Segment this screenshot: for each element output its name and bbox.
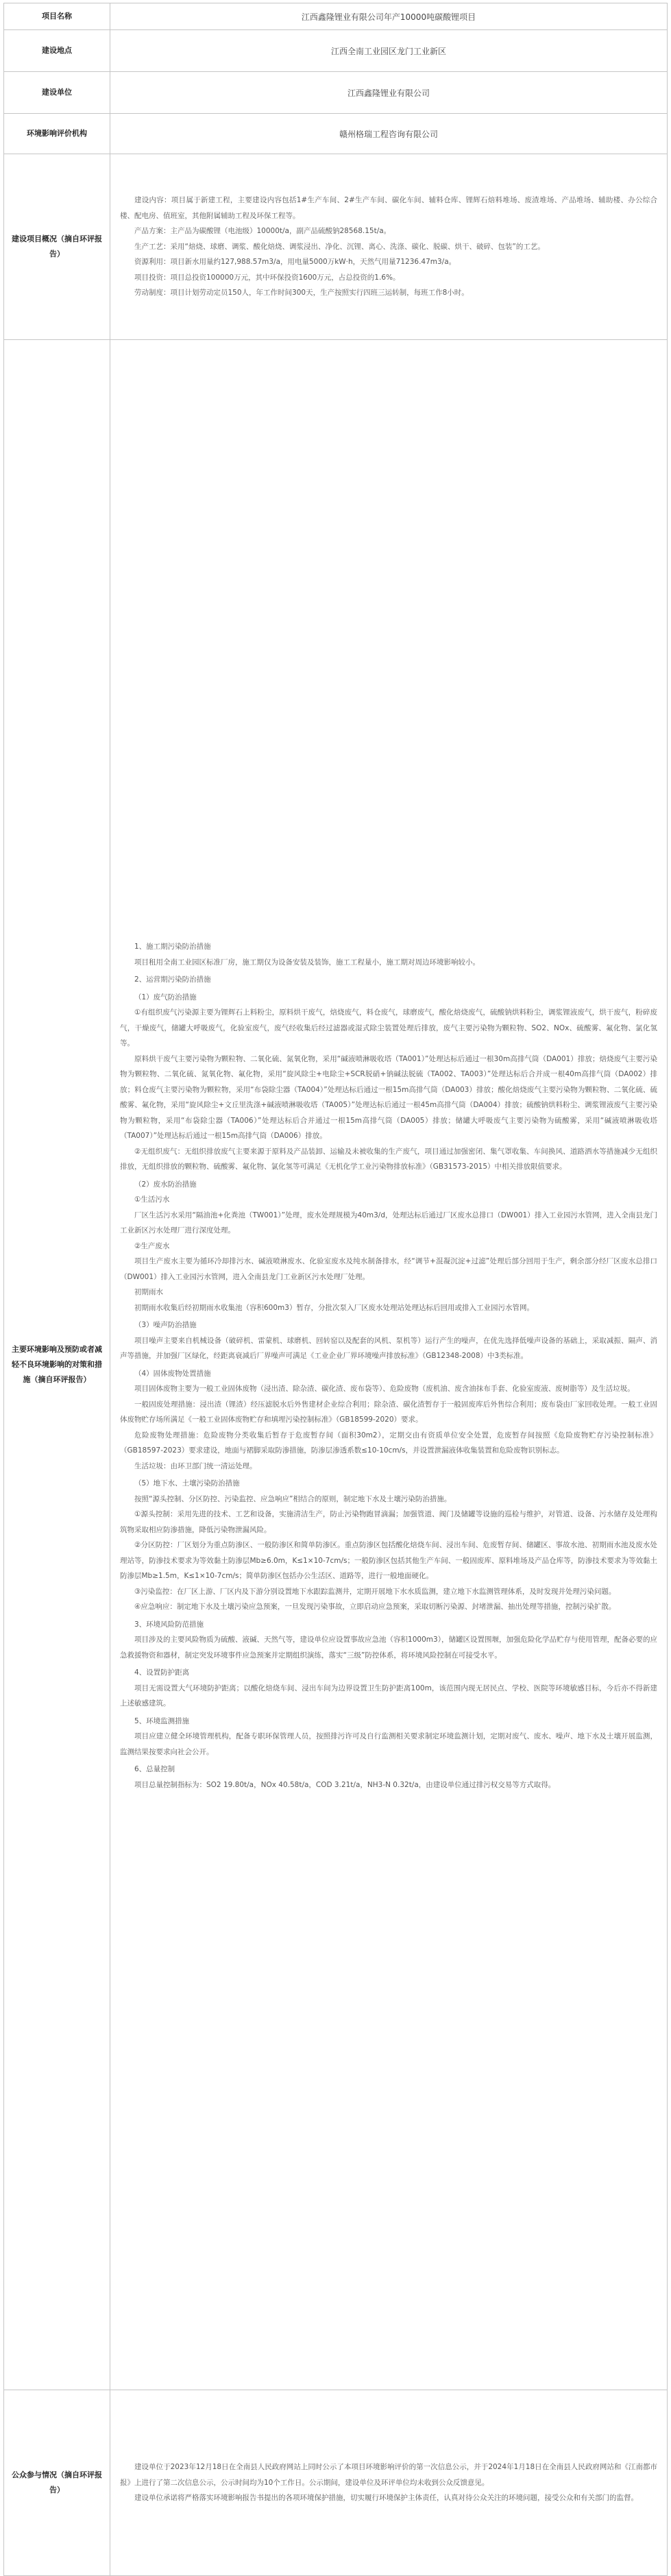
paragraph: 产品方案：主产品为碳酸锂（电池级）10000t/a，副产品硫酸钠28568.15t/a。: [134, 227, 391, 236]
paragraph: 劳动制度：项目计划劳动定员150人，年工作时间300天，生产按照实行四班三运转制，每班工作8小时。: [134, 289, 469, 297]
label-public: 公众参与情况（摘自环评报告）: [4, 2390, 110, 2576]
overview-content: [110, 154, 668, 340]
paragraph: （3）噪声防治措施: [134, 1321, 197, 1329]
paragraph: 项目无需设置大气环境防护距离；以酸化焙烧车间、浸出车间为边界设置卫生防护距离100m，该范围内现无居民点、学校、医院等环境敏感目标，今后亦不得新建上述敏感建筑。: [120, 1684, 657, 1708]
value-location: 江西全南工业园区龙门工业新区: [110, 30, 668, 72]
label-eia-org: 环境影响评价机构: [4, 114, 110, 154]
paragraph: （1）废气防治措施: [134, 993, 197, 1001]
paragraph: 建设内容：项目属于新建工程，主要建设内容包括1#生产车间、2#生产车间、碳化车间、辅料仓库、锂辉石焙料堆场、废渣堆场、产品堆场、辅助楼、办公综合楼、配电房、值班室，其他附属辅助工程及环保工程等。: [120, 196, 657, 220]
paragraph: 5、环境监测措施: [134, 1716, 190, 1725]
paragraph: 项目总量控制指标为：SO2 19.80t/a，NOx 40.58t/a，COD 3.21t/a，NH3-N 0.32t/a，由建设单位通过排污权交易等方式取得。: [134, 1780, 556, 1789]
public-content: [110, 2390, 668, 2576]
row-unit: [4, 72, 668, 114]
paragraph: ①生活污水: [134, 1195, 170, 1204]
project-info-table: [3, 3, 668, 2576]
label-measures: 主要环境影响及预防或者减轻不良环境影响的对策和措施（摘自环评报告）: [4, 340, 110, 2390]
paragraph: 项目生产废水主要为循环冷却排污水、碱液喷淋废水、化验室废水及纯水制备排水，经“调节+混凝沉淀+过滤”处理后部分回用于生产，剩余部分经厂区废水总排口（DW001）排入工业园污水管网，进入全南县龙门工业新区污水处理厂处理。: [120, 1257, 657, 1281]
paragraph: （5）地下水、土壤污染防治措施: [134, 1479, 240, 1487]
value-project-name: 江西鑫隆锂业有限公司年产10000吨碳酸锂项目: [110, 3, 668, 30]
paragraph: ②无组织废气：无组织排放废气主要来源于原料及产品装卸、运输及未被收集的生产废气，项目通过加强密闭、集气罩收集、车间换风、道路洒水等措施减少无组织排放，无组织排放的颗粒物、硫酸雾、氟化物、氯化氢等可满足《无机化学工业污染物排放标准》（GB31573-2015）中相关排放限值要求。: [120, 1147, 657, 1171]
label-overview: 建设项目概况（摘自环评报告）: [4, 154, 110, 340]
paragraph: 危险废物处理措施：危险废物分类收集后暂存于危废暂存间（面积30m2），定期交由有资质单位安全处置，危废暂存间按照《危险废物贮存污染控制标准》（GB18597-2023）要求建设，地面与裙脚采取防渗措施，防渗层渗透系数≤10-10cm/s，并设置泄漏液体收集装置和危险废物识别标志。: [120, 1431, 657, 1455]
label-unit: 建设单位: [4, 72, 110, 114]
row-eia-org: [4, 114, 668, 154]
paragraph: 厂区生活污水采用“隔油池+化粪池（TW001）”处理，废水处理规模为40m3/d，处理达标后通过厂区废水总排口（DW001）排入工业园污水管网，进入全南县龙门工业新区污水处理厂进行深度处理。: [120, 1211, 657, 1235]
label-location: 建设地点: [4, 30, 110, 72]
paragraph: 原料烘干废气主要污染物为颗粒物、二氧化硫、氮氧化物，采用“碱液喷淋吸收塔（TA001）”处理达标后通过一根30m高排气筒（DA001）排放；焙烧废气主要污染物为颗粒物、二氧化硫、氮氧化物、氟化物，采用“旋风除尘+电除尘+SCR脱硝+钠碱法脱硫（TA002、TA003）”处理达标后合并成一根40m高排气筒（DA002）排放；料仓废气主要污染物为颗粒物，采用“布袋除尘器（TA004）”处理达标后通过一根15m高排气筒（DA003）排放；酸化焙烧废气主要污染物为颗粒物、二氧化硫、硫酸雾、氟化物，采用“旋风除尘+文丘里洗涤+碱液喷淋吸收塔（TA005）”处理达标后通过一根45m高排气筒（DA004）排放；硫酸钠烘料粉尘、调浆锂液废气主要污染物为颗粒物，采用“布袋除尘器（TA006）”处理达标后合并通过一根15m高排气筒（DA005）排放；储罐大呼吸废气主要污染物为硫酸雾，采用“碱液喷淋吸收塔（TA007）”处理达标后通过一根15m高排气筒（DA006）排放。: [120, 1054, 657, 1140]
paragraph: 项目租用全南工业园区标准厂房，施工期仅为设备安装及装饰，施工工程量小，施工期对周边环境影响较小。: [134, 958, 480, 967]
paragraph: 建设单位于2023年12月18日在全南县人民政府网站上同时公示了本项目环境影响评价的第一次信息公示，并于2024年1月18日在全南县人民政府网站和《江南都市报》上进行了第二次信息公示，公示时间均为10个工作日。公示期间，建设单位及环评单位均未收到公众反馈意见。: [120, 2463, 657, 2487]
paragraph: ①有组织废气污染源主要为锂辉石上料粉尘，原料烘干废气，焙烧废气，料仓废气，球磨废气，酸化焙烧废气，硫酸钠烘料粉尘，调浆锂液废气，烘干废气，粉碎废气，干燥废气，储罐大呼吸废气，化验室废气，废气经收集后经过滤器或湿式除尘装置处理后排放，废气主要污染物为颗粒物、SO2、NOx、硫酸雾、氟化物、氯化氢等。: [120, 1008, 657, 1047]
paragraph: ③污染监控：在厂区上游、厂区内及下游分别设置地下水跟踪监测井，定期开展地下水水质监测，建立地下水监测管理体系，及时发现并处理污染问题。: [134, 1587, 616, 1596]
paragraph: 初期雨水收集后经初期雨水收集池（容积600m3）暂存，分批次泵入厂区废水处理站处理达标后回用或排入工业园污水管网。: [134, 1303, 534, 1312]
paragraph: 1、施工期污染防治措施: [134, 943, 211, 951]
paragraph: 项目固体废物主要为一般工业固体废物（浸出渣、除杂渣、碳化渣、废布袋等）、危险废物（废机油、废含油抹布手套、化验室废液、废树脂等）及生活垃圾。: [134, 1385, 635, 1393]
paragraph: 项目投资：项目总投资100000万元，其中环保投资1600万元，占总投资的1.6%。: [134, 273, 400, 282]
paragraph: 3、环境风险防范措施: [134, 1620, 204, 1629]
paragraph: 资源利用：项目新水用量约127,988.57m3/a，用电量5000万kW·h，天然气用量71236.47m3/a。: [134, 258, 456, 267]
row-location: [4, 30, 668, 72]
paragraph: 项目涉及的主要风险物质为硫酸、液碱、天然气等，建设单位应设置事故应急池（容积1000m3），储罐区设置围堰，加强危险化学品贮存与使用管理，配备必要的应急救援物资和器材，制定突发环境事件应急预案并定期组织演练，落实“三级”防控体系，将环境风险控制在可接受水平。: [120, 1636, 657, 1660]
paragraph: ④应急响应：制定地下水及土壤污染应急预案，一旦发现污染事故，立即启动应急预案，采取切断污染源、封堵泄漏、抽出处理等措施，控制污染扩散。: [134, 1603, 616, 1611]
paragraph: 生活垃圾：由环卫部门统一清运处理。: [134, 1461, 257, 1470]
paragraph: 6、总量控制: [134, 1765, 175, 1773]
paragraph: 一般固废处理措施：浸出渣（锂渣）经压滤脱水后外售建材企业综合利用；除杂渣、碳化渣暂存于一般固废库后外售综合利用；废布袋由厂家回收处理。一般工业固体废物贮存场所满足《一般工业固体废物贮存和填埋污染控制标准》（GB18599-2020）要求。: [120, 1400, 657, 1424]
paragraph: （2）废水防治措施: [134, 1180, 197, 1189]
measures-content: [110, 340, 668, 2390]
paragraph: 按照“源头控制、分区防控、污染监控、应急响应”相结合的原则，制定地下水及土壤污染防治措施。: [134, 1494, 452, 1503]
paragraph: 建设单位承诺将严格落实环境影响报告书提出的各项环境保护措施，切实履行环境保护主体责任，认真对待公众关注的环境问题，接受公众和有关部门的监督。: [134, 2494, 638, 2503]
value-unit: 江西鑫隆锂业有限公司: [110, 72, 668, 114]
row-project-name: [4, 3, 668, 30]
paragraph: ②生产废水: [134, 1241, 170, 1250]
paragraph: 项目噪声主要来自机械设备（破碎机、雷蒙机、球磨机、回转窑以及配套的风机、泵机等）运行产生的噪声，在优先选择低噪声设备的基础上，采取减振、隔声、消声等措施，并加强厂区绿化，经距离衰减后厂界噪声可满足《工业企业厂界环境噪声排放标准》（GB12348-2008）中3类标准。: [120, 1336, 657, 1360]
paragraph: ②分区防控：厂区划分为重点防渗区、一般防渗区和简单防渗区。重点防渗区包括酸化焙烧车间、浸出车间、危废暂存间、储罐区、事故水池、初期雨水池及废水处理站等，防渗技术要求为等效黏土防渗层Mb≥6.0m，K≤1×10-7cm/s；一般防渗区包括其他生产车间、一般固废库、原料堆场及产品仓库等，防渗技术要求为等效黏土防渗层Mb≥1.5m，K≤1×10-7cm/s；简单防渗区包括办公生活区、道路等，进行一般地面硬化。: [120, 1541, 657, 1580]
row-overview: [4, 154, 668, 340]
paragraph: 初期雨水: [134, 1288, 163, 1296]
paragraph: ①源头控制：采用先进的技术、工艺和设备，实施清洁生产，防止污染物跑冒滴漏；加强管道、阀门及储罐等设施的巡检与维护，对管道、设备、污水储存及处理构筑物采取相应防渗措施，降低污染物泄漏风险。: [120, 1510, 657, 1534]
paragraph: 生产工艺：采用“焙烧、球磨、调浆、酸化焙烧、调浆浸出、净化、沉锂、离心、洗涤、碳化、脱碳、烘干、破碎、包装”的工艺。: [134, 242, 545, 251]
paragraph: 项目应建立健全环境管理机构，配备专职环保管理人员，按照排污许可及自行监测相关要求制定环境监测计划，定期对废气、废水、噪声、地下水及土壤开展监测，监测结果按要求向社会公开。: [120, 1732, 657, 1756]
paragraph: 2、运营期污染防治措施: [134, 975, 211, 984]
value-eia-org: 赣州格瑞工程咨询有限公司: [110, 114, 668, 154]
row-public: [4, 2390, 668, 2576]
row-measures: [4, 340, 668, 2390]
label-project-name: 项目名称: [4, 3, 110, 30]
paragraph: 4、设置防护距离: [134, 1668, 190, 1677]
paragraph: （4）固体废物处置措施: [134, 1369, 211, 1378]
